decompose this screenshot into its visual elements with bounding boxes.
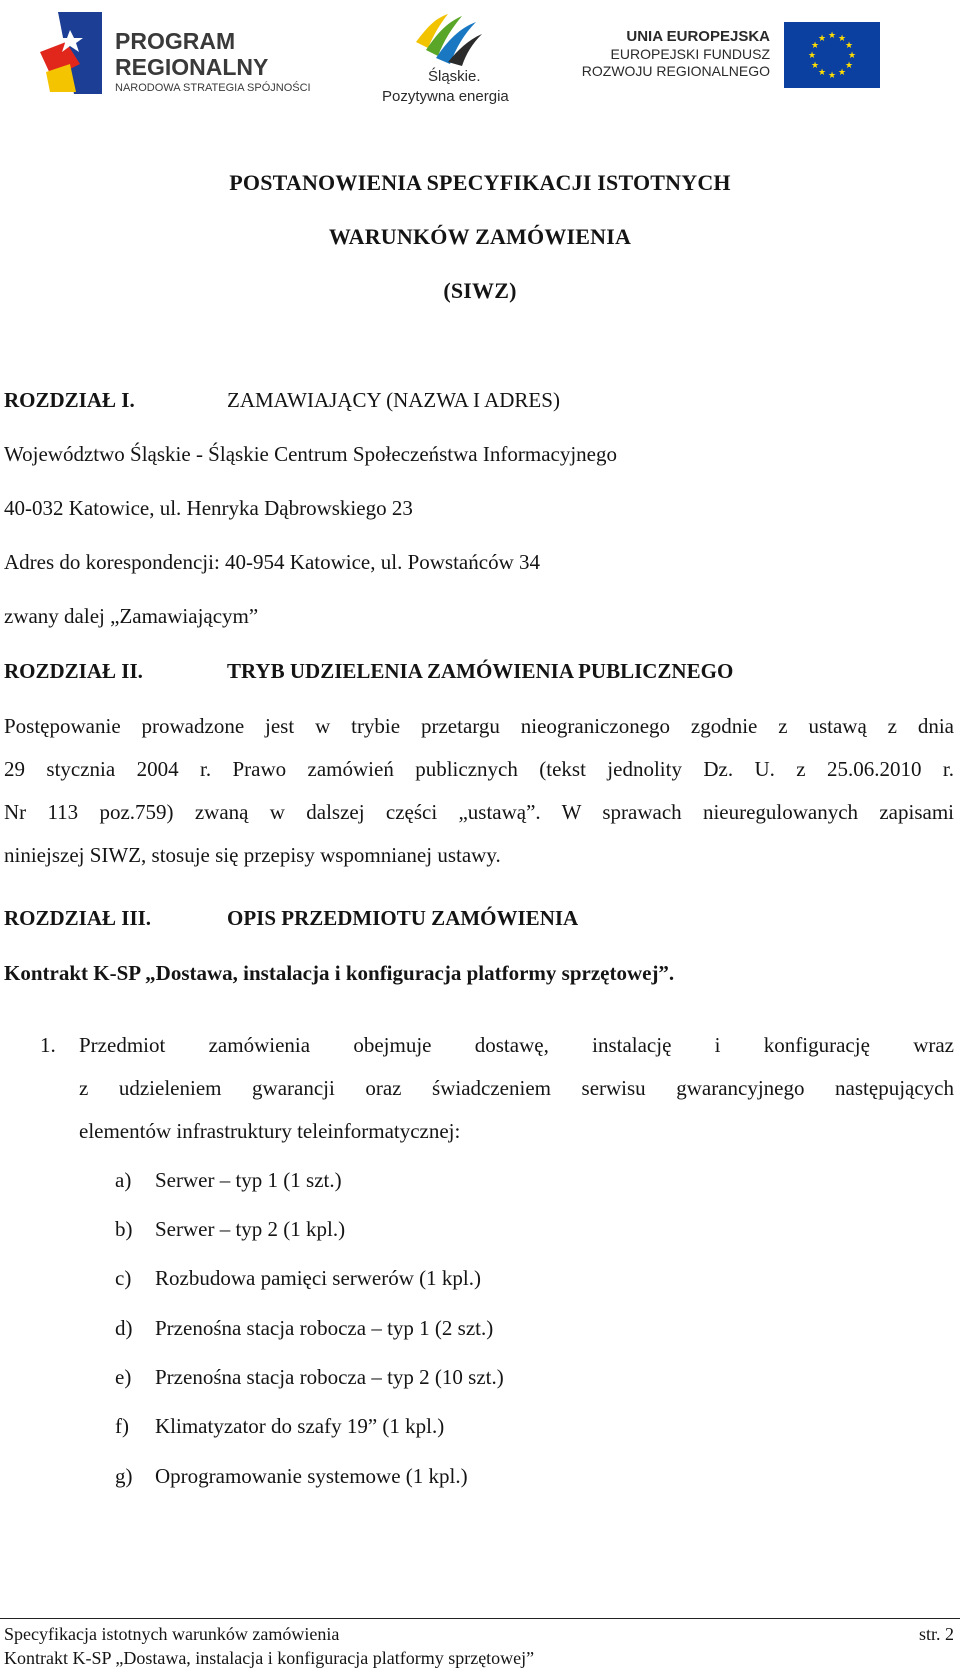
sub-item-letter: b) <box>115 1217 133 1241</box>
sub-item-letter: f) <box>115 1414 129 1438</box>
svg-text:★: ★ <box>810 61 820 71</box>
item-number: 1. <box>40 1033 56 1057</box>
sub-item <box>115 1414 444 1439</box>
footer-page-number: str. 2 <box>918 1624 954 1644</box>
svg-text:★: ★ <box>847 51 857 61</box>
slaskie-logo-line2: Pozytywna energia <box>382 88 509 105</box>
slaskie-wave-emblem-icon <box>412 4 484 66</box>
logo-bar <box>0 0 960 120</box>
chapter1-title: ZAMAWIAJĄCY (NAZWA I ADRES) <box>227 388 560 412</box>
program-logo-line3: NARODOWA STRATEGIA SPÓJNOŚCI <box>115 82 311 94</box>
chapter2-line: Postępowanie prowadzone jest w trybie przetargu nieograniczonego zgodnie z ustawą z dnia <box>4 714 954 738</box>
document-title-line2: WARUNKÓW ZAMÓWIENIA <box>328 224 632 249</box>
eu-logo-line2: EUROPEJSKI FUNDUSZ <box>610 46 770 62</box>
svg-text:★: ★ <box>844 41 854 51</box>
chapter3-title: OPIS PRZEDMIOTU ZAMÓWIENIA <box>227 906 579 930</box>
eu-logo-line3: ROZWOJU REGIONALNEGO <box>581 63 770 79</box>
svg-text:★: ★ <box>844 61 854 71</box>
footer-contract-name: Kontrakt K-SP „Dostawa, instalacja i konfiguracja platformy sprzętowej” <box>4 1648 535 1668</box>
sub-item-letter: d) <box>115 1316 133 1340</box>
sub-item-text: Przenośna stacja robocza – typ 1 (2 szt.) <box>155 1316 494 1340</box>
svg-text:★: ★ <box>810 41 820 51</box>
eu-logo-line1: UNIA EUROPEJSKA <box>626 28 770 45</box>
svg-text:★: ★ <box>837 68 847 78</box>
svg-text:★: ★ <box>817 68 827 78</box>
item-line: Przedmiot zamówienia obejmuje dostawę, instalację i konfigurację wraz <box>79 1033 954 1057</box>
sub-item <box>115 1168 342 1193</box>
chapter1-line: 40-032 Katowice, ul. Henryka Dąbrowskiego 23 <box>4 496 413 520</box>
chapter1-label: ROZDZIAŁ I. <box>4 388 135 412</box>
svg-text:★: ★ <box>807 51 817 61</box>
document-title-line1: POSTANOWIENIA SPECYFIKACJI ISTOTNYCH <box>229 170 731 195</box>
chapter2-line: Nr 113 poz.759) zwaną w dalszej części „ustawą”. W sprawach nieuregulowanych zapisami <box>4 800 954 824</box>
sub-item <box>115 1217 345 1242</box>
chapter1-line: Adres do korespondencji: 40-954 Katowice, ul. Powstańców 34 <box>4 550 540 574</box>
svg-text:★: ★ <box>837 34 847 44</box>
sub-item <box>115 1316 493 1341</box>
sub-item-text: Serwer – typ 2 (1 kpl.) <box>155 1217 346 1241</box>
sub-item-text: Przenośna stacja robocza – typ 2 (10 szt.) <box>155 1365 504 1389</box>
footer-document-name: Specyfikacja istotnych warunków zamówienia <box>4 1624 340 1644</box>
sub-item-letter: g) <box>115 1464 133 1488</box>
sub-item-text: Rozbudowa pamięci serwerów (1 kpl.) <box>155 1266 481 1290</box>
chapter2-line: niniejszej SIWZ, stosuje się przepisy wspomnianej ustawy. <box>4 843 501 867</box>
sub-item-letter: a) <box>115 1168 132 1192</box>
slaskie-logo <box>382 4 522 112</box>
sub-item-letter: e) <box>115 1365 132 1389</box>
sub-item <box>115 1464 468 1489</box>
eu-flag-icon <box>784 22 880 88</box>
chapter2-title: TRYB UDZIELENIA ZAMÓWIENIA PUBLICZNEGO <box>227 659 734 683</box>
item-line: elementów infrastruktury teleinformatycznej: <box>79 1119 461 1143</box>
program-logo-line1: PROGRAM <box>115 28 236 54</box>
program-regionalny-logo <box>40 10 320 98</box>
sub-item-text: Oprogramowanie systemowe (1 kpl.) <box>155 1464 468 1488</box>
slaskie-logo-line1: Śląskie. <box>428 68 481 85</box>
program-logo-line2: REGIONALNY <box>115 54 269 80</box>
chapter3-label: ROZDZIAŁ III. <box>4 906 152 930</box>
sub-item-text: Serwer – typ 1 (1 szt.) <box>155 1168 342 1192</box>
svg-text:★: ★ <box>817 34 827 44</box>
chapter2-line: 29 stycznia 2004 r. Prawo zamówień publicznych (tekst jednolity Dz. U. z 25.06.2010 r. <box>4 757 954 781</box>
contract-title: Kontrakt K-SP „Dostawa, instalacja i konfiguracja platformy sprzętowej”. <box>4 961 675 985</box>
chapter1-line: Województwo Śląskie - Śląskie Centrum Społeczeństwa Informacyjnego <box>4 442 617 466</box>
svg-text:★: ★ <box>827 71 837 81</box>
footer-divider <box>0 1618 960 1619</box>
sub-item-text: Klimatyzator do szafy 19” (1 kpl.) <box>155 1414 445 1438</box>
item-line: z udzieleniem gwarancji oraz świadczeniem serwisu gwarancyjnego następujących <box>79 1076 954 1100</box>
svg-text:★: ★ <box>827 31 837 41</box>
program-regionalny-emblem-icon <box>40 12 102 94</box>
sub-item-letter: c) <box>115 1266 132 1290</box>
chapter1-line: zwany dalej „Zamawiającym” <box>4 604 259 628</box>
document-title-line3: (SIWZ) <box>443 278 517 303</box>
chapter2-label: ROZDZIAŁ II. <box>4 659 143 683</box>
sub-item <box>115 1266 481 1291</box>
sub-item <box>115 1365 504 1390</box>
